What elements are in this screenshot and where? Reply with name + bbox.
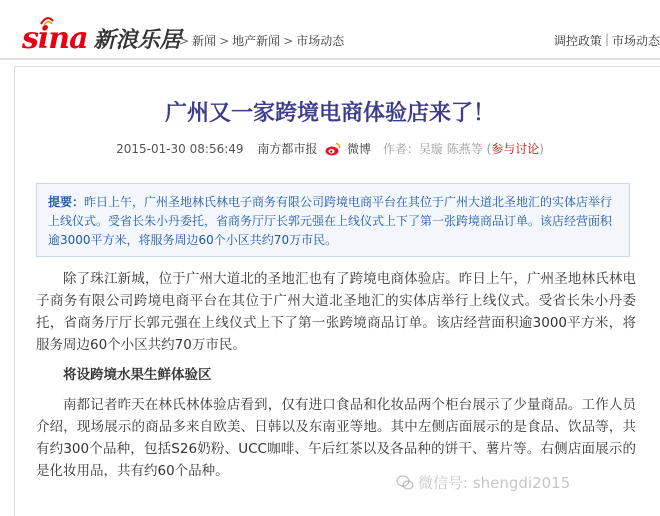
article-title: 广州又一家跨境电商体验店来了！ — [164, 101, 495, 126]
link-market[interactable]: 市场动态 — [611, 34, 660, 48]
summary-label: 提要： — [48, 195, 85, 209]
header-divider — [0, 58, 660, 60]
leju-logo-text: 新浪乐居 — [93, 27, 182, 53]
top-links: 调控政策 | 市场动态 — [553, 32, 660, 48]
article-summary — [36, 183, 630, 257]
sina-leju-logo[interactable] — [22, 14, 182, 54]
link-policy[interactable]: 调控政策 — [553, 34, 602, 48]
breadcrumb-realestate-news[interactable]: 地产新闻 — [232, 34, 281, 48]
weibo-label[interactable]: 微博 — [347, 142, 372, 156]
article-datetime: 2015-01-30 08:56:49 — [116, 142, 244, 156]
article-author: 作者：吴璇 陈燕等 — [382, 142, 483, 156]
summary-text: 昨日上午，广州圣地林氏林电子商务有限公司跨境电商平台在其位于广州大道北圣地汇的实体店举行上线仪式。受省长朱小丹委托，省商务厅厅长郭元强在上线仪式上下了第一张跨境商品订单。该店经营面积逾3000平方米，将服务周边60个小区共约70万市民。 — [48, 195, 613, 247]
site-header — [0, 0, 660, 58]
breadcrumb: > 新闻 > 地产新闻 > 市场动态 — [179, 33, 345, 48]
wechat-watermark — [396, 472, 570, 493]
sina-eye-icon — [40, 16, 54, 26]
paragraph: 南都记者昨天在林氏林体验店看到，仅有进口食品和化妆品两个柜台展示了少量商品。工作人员介绍，现场展示的商品多来自欧美、日韩以及东南亚等地。其中左侧店面展示的是食品、饮品等，共有约300个品种，包括S26奶粉、UCC咖啡、午后红茶以及各品种的饼干、薯片等。右侧店面展示的是化妆用品，共有约60个品种。 — [36, 397, 636, 479]
discuss-link[interactable]: 参与讨论 — [491, 142, 540, 156]
paragraph: 除了珠江新城，位于广州大道北的圣地汇也有了跨境电商体验店。昨日上午，广州圣地林氏林电子商务有限公司跨境电商平台在其位于广州大道北圣地汇的实体店举行上线仪式。受省长朱小丹委托，省商务厅厅长郭元强在上线仪式上下了第一张跨境商品订单。该店经营面积逾3000平方米，将服务周边60个小区共约70万市民。 — [36, 271, 636, 353]
section-subhead: 将设跨境水果生鲜体验区 — [63, 367, 212, 383]
watermark-text: 微信号: shengdi2015 — [418, 474, 571, 492]
article-meta: 2015-01-30 08:56:49 南方都市报 微博 作者：吴璇 陈燕等 (参与讨论) — [116, 142, 544, 156]
article-source[interactable]: 南方都市报 — [257, 142, 318, 156]
wechat-icon — [396, 475, 414, 491]
article-body — [36, 268, 636, 490]
sina-logo-text: sina — [22, 24, 88, 54]
weibo-icon[interactable] — [325, 142, 341, 156]
breadcrumb-news[interactable]: 新闻 — [192, 34, 217, 48]
breadcrumb-market[interactable]: 市场动态 — [296, 34, 345, 48]
